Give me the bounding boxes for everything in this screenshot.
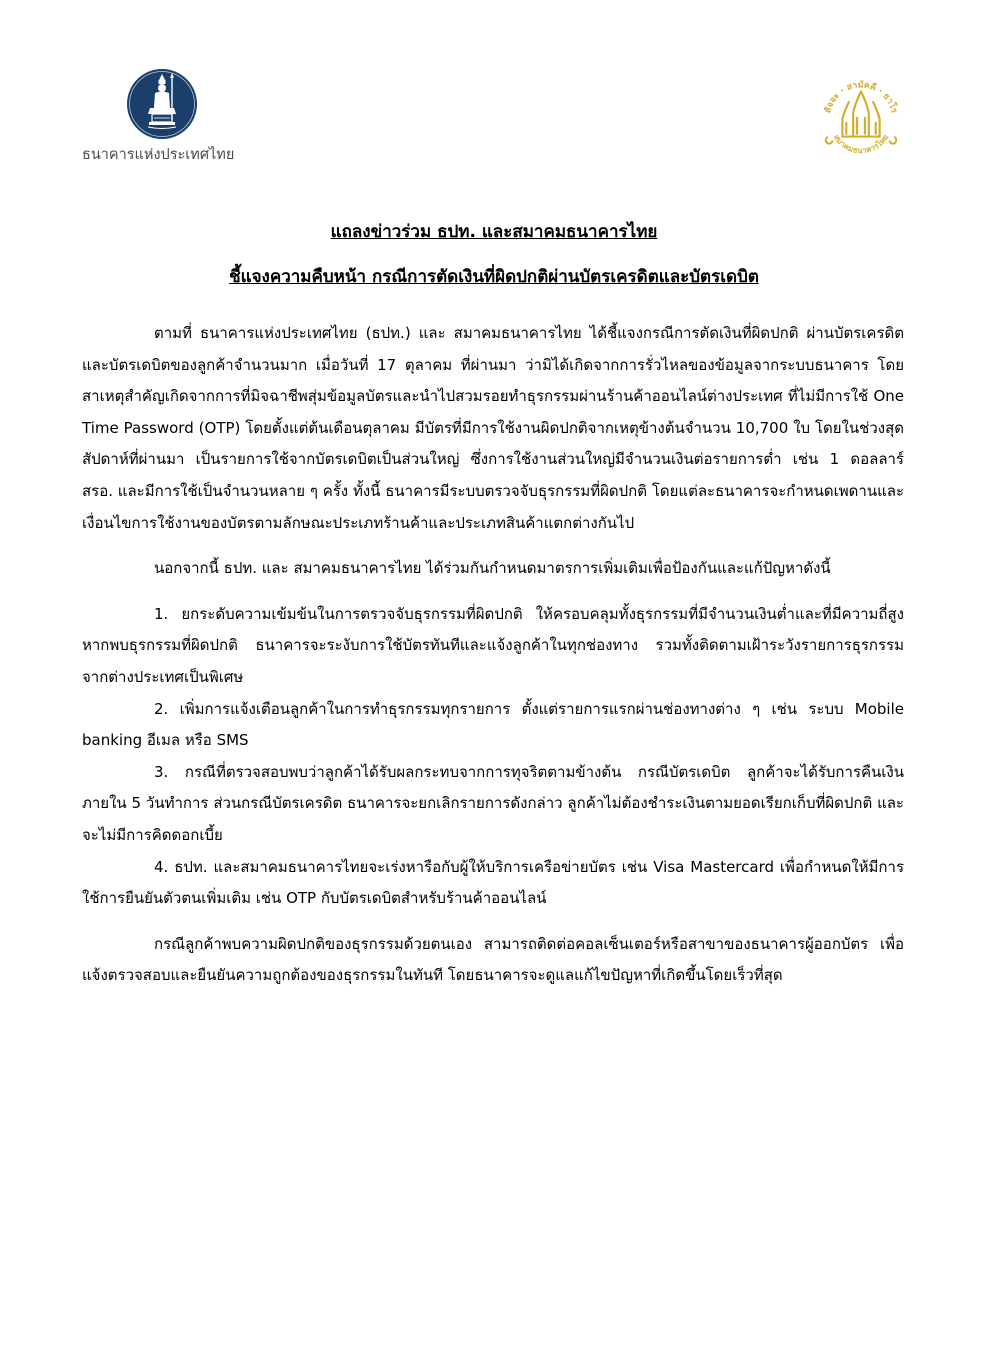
tba-motto-text: สัจจะ · สามัคคี · ธาโร	[823, 80, 899, 115]
measure-item-3: 3. กรณีที่ตรวจสอบพบว่าลูกค้าได้รับผลกระทบจากการทุจริตตามข้างต้น กรณีบัตรเดบิต ลูกค้าจะได้รับการคืนเงินภายใน 5 วันทำการ ส่วนกรณีบัตรเครดิต ธนาคารจะยกเลิกรายการดังกล่าว ลูกค้าไม่ต้องชำระเงินตามยอดเรียกเก็บที่ผิดปกติ และจะไม่มีการคิดดอกเบี้ย	[82, 762, 904, 844]
svg-text:สัจจะ · สามัคคี · ธาโร	[822, 80, 899, 115]
measure-item-4: 4. ธปท. และสมาคมธนาคารไทยจะเร่งหารือกับผู้ให้บริการเครือข่ายบัตร เช่น Visa Mastercard เพื่อกำหนดให้มีการใช้การยืนยันตัวตนเพิ่มเติม เช่น OTP กับบัตรเดบิตสำหรับร้านค้าออนไลน์	[82, 857, 904, 908]
document-body	[82, 318, 904, 992]
tba-name-text: สมาคมธนาคารไทย	[831, 132, 891, 156]
measure-item-2: 2. เพิ่มการแจ้งเตือนลูกค้าในการทำธุรกรรมทุกรายการ ตั้งแต่รายการแรกผ่านช่องทางต่าง ๆ เช่น ระบบ Mobile banking อีเมล หรือ SMS	[82, 699, 904, 750]
document-title: แถลงข่าวร่วม ธปท. และสมาคมธนาคารไทย	[330, 222, 658, 242]
intro-paragraph: ตามที่ ธนาคารแห่งประเทศไทย (ธปท.) และ สมาคมธนาคารไทย ได้ชี้แจงกรณีการตัดเงินที่ผิดปกติ ผ่านบัตรเครดิตและบัตรเดบิตของลูกค้าจำนวนมาก เมื่อวันที่ 17 ตุลาคม ที่ผ่านมา ว่ามิได้เกิดจากการรั่วไหลของข้อมูลจากระบบธนาคาร โดยสาเหตุสำคัญเกิดจากการที่มิจฉาชีพสุ่มข้อมูลบัตรและนำไปสวมรอยทำธุรกรรมผ่านร้านค้าออนไลน์ต่างประเทศ ที่ไม่มีการใช้ One Time Password (OTP) โดยตั้งแต่ต้นเดือนตุลาคม มีบัตรที่มีการใช้งานผิดปกติจากเหตุข้างต้นจำนวน 10,700 ใบ โดยในช่วงสุดสัปดาห์ที่ผ่านมา เป็นรายการใช้จากบัตรเดบิตเป็นส่วนใหญ่ ซึ่งการใช้งานส่วนใหญ่มีจำนวนเงินต่อรายการต่ำ เช่น 1 ดอลลาร์ สรอ. และมีการใช้เป็นจำนวนหลาย ๆ ครั้ง ทั้งนี้ ธนาคารมีระบบตรวจจับธุรกรรมที่ผิดปกติ โดยแต่ละธนาคารจะกำหนดเพดานและเงื่อนไขการใช้งานของบัตรตามลักษณะประเภทร้านค้าและประเภทสินค้าแตกต่างกันไป	[82, 324, 904, 532]
measure-item-1: 1. ยกระดับความเข้มข้นในการตรวจจับธุรกรรมที่ผิดปกติ ให้ครอบคลุมทั้งธุรกรรมที่มีจำนวนเงินต่ำและที่มีความถี่สูง หากพบธุรกรรมที่ผิดปกติ ธนาคารจะระงับการใช้บัตรทันทีและแจ้งลูกค้าในทุกช่องทาง รวมทั้งติดตามเฝ้าระวังรายการธุรกรรมจากต่างประเทศเป็นพิเศษ	[82, 604, 904, 686]
closing-paragraph: กรณีลูกค้าพบความผิดปกติของธุรกรรมด้วยตนเอง สามารถติดต่อคอลเซ็นเตอร์หรือสาขาของธนาคารผู้ออกบัตร เพื่อแจ้งตรวจสอบและยืนยันความถูกต้องของธุรกรรมในทันที โดยธนาคารจะดูแลแก้ไขปัญหาที่เกิดขึ้นโดยเร็วที่สุด	[82, 934, 904, 985]
bank-of-thailand-logo-icon	[126, 68, 198, 140]
thai-bankers-association-logo-icon	[812, 68, 910, 166]
measures-intro-paragraph: นอกจากนี้ ธปท. และ สมาคมธนาคารไทย ได้ร่วมกันกำหนดมาตรการเพิ่มเติมเพื่อป้องกันและแก้ปัญหาดังนี้	[154, 559, 831, 578]
bank-of-thailand-name: ธนาคารแห่งประเทศไทย	[82, 147, 235, 163]
document-subtitle: ชี้แจงความคืบหน้า กรณีการตัดเงินที่ผิดปกติผ่านบัตรเครดิตและบัตรเดบิต	[229, 267, 759, 287]
